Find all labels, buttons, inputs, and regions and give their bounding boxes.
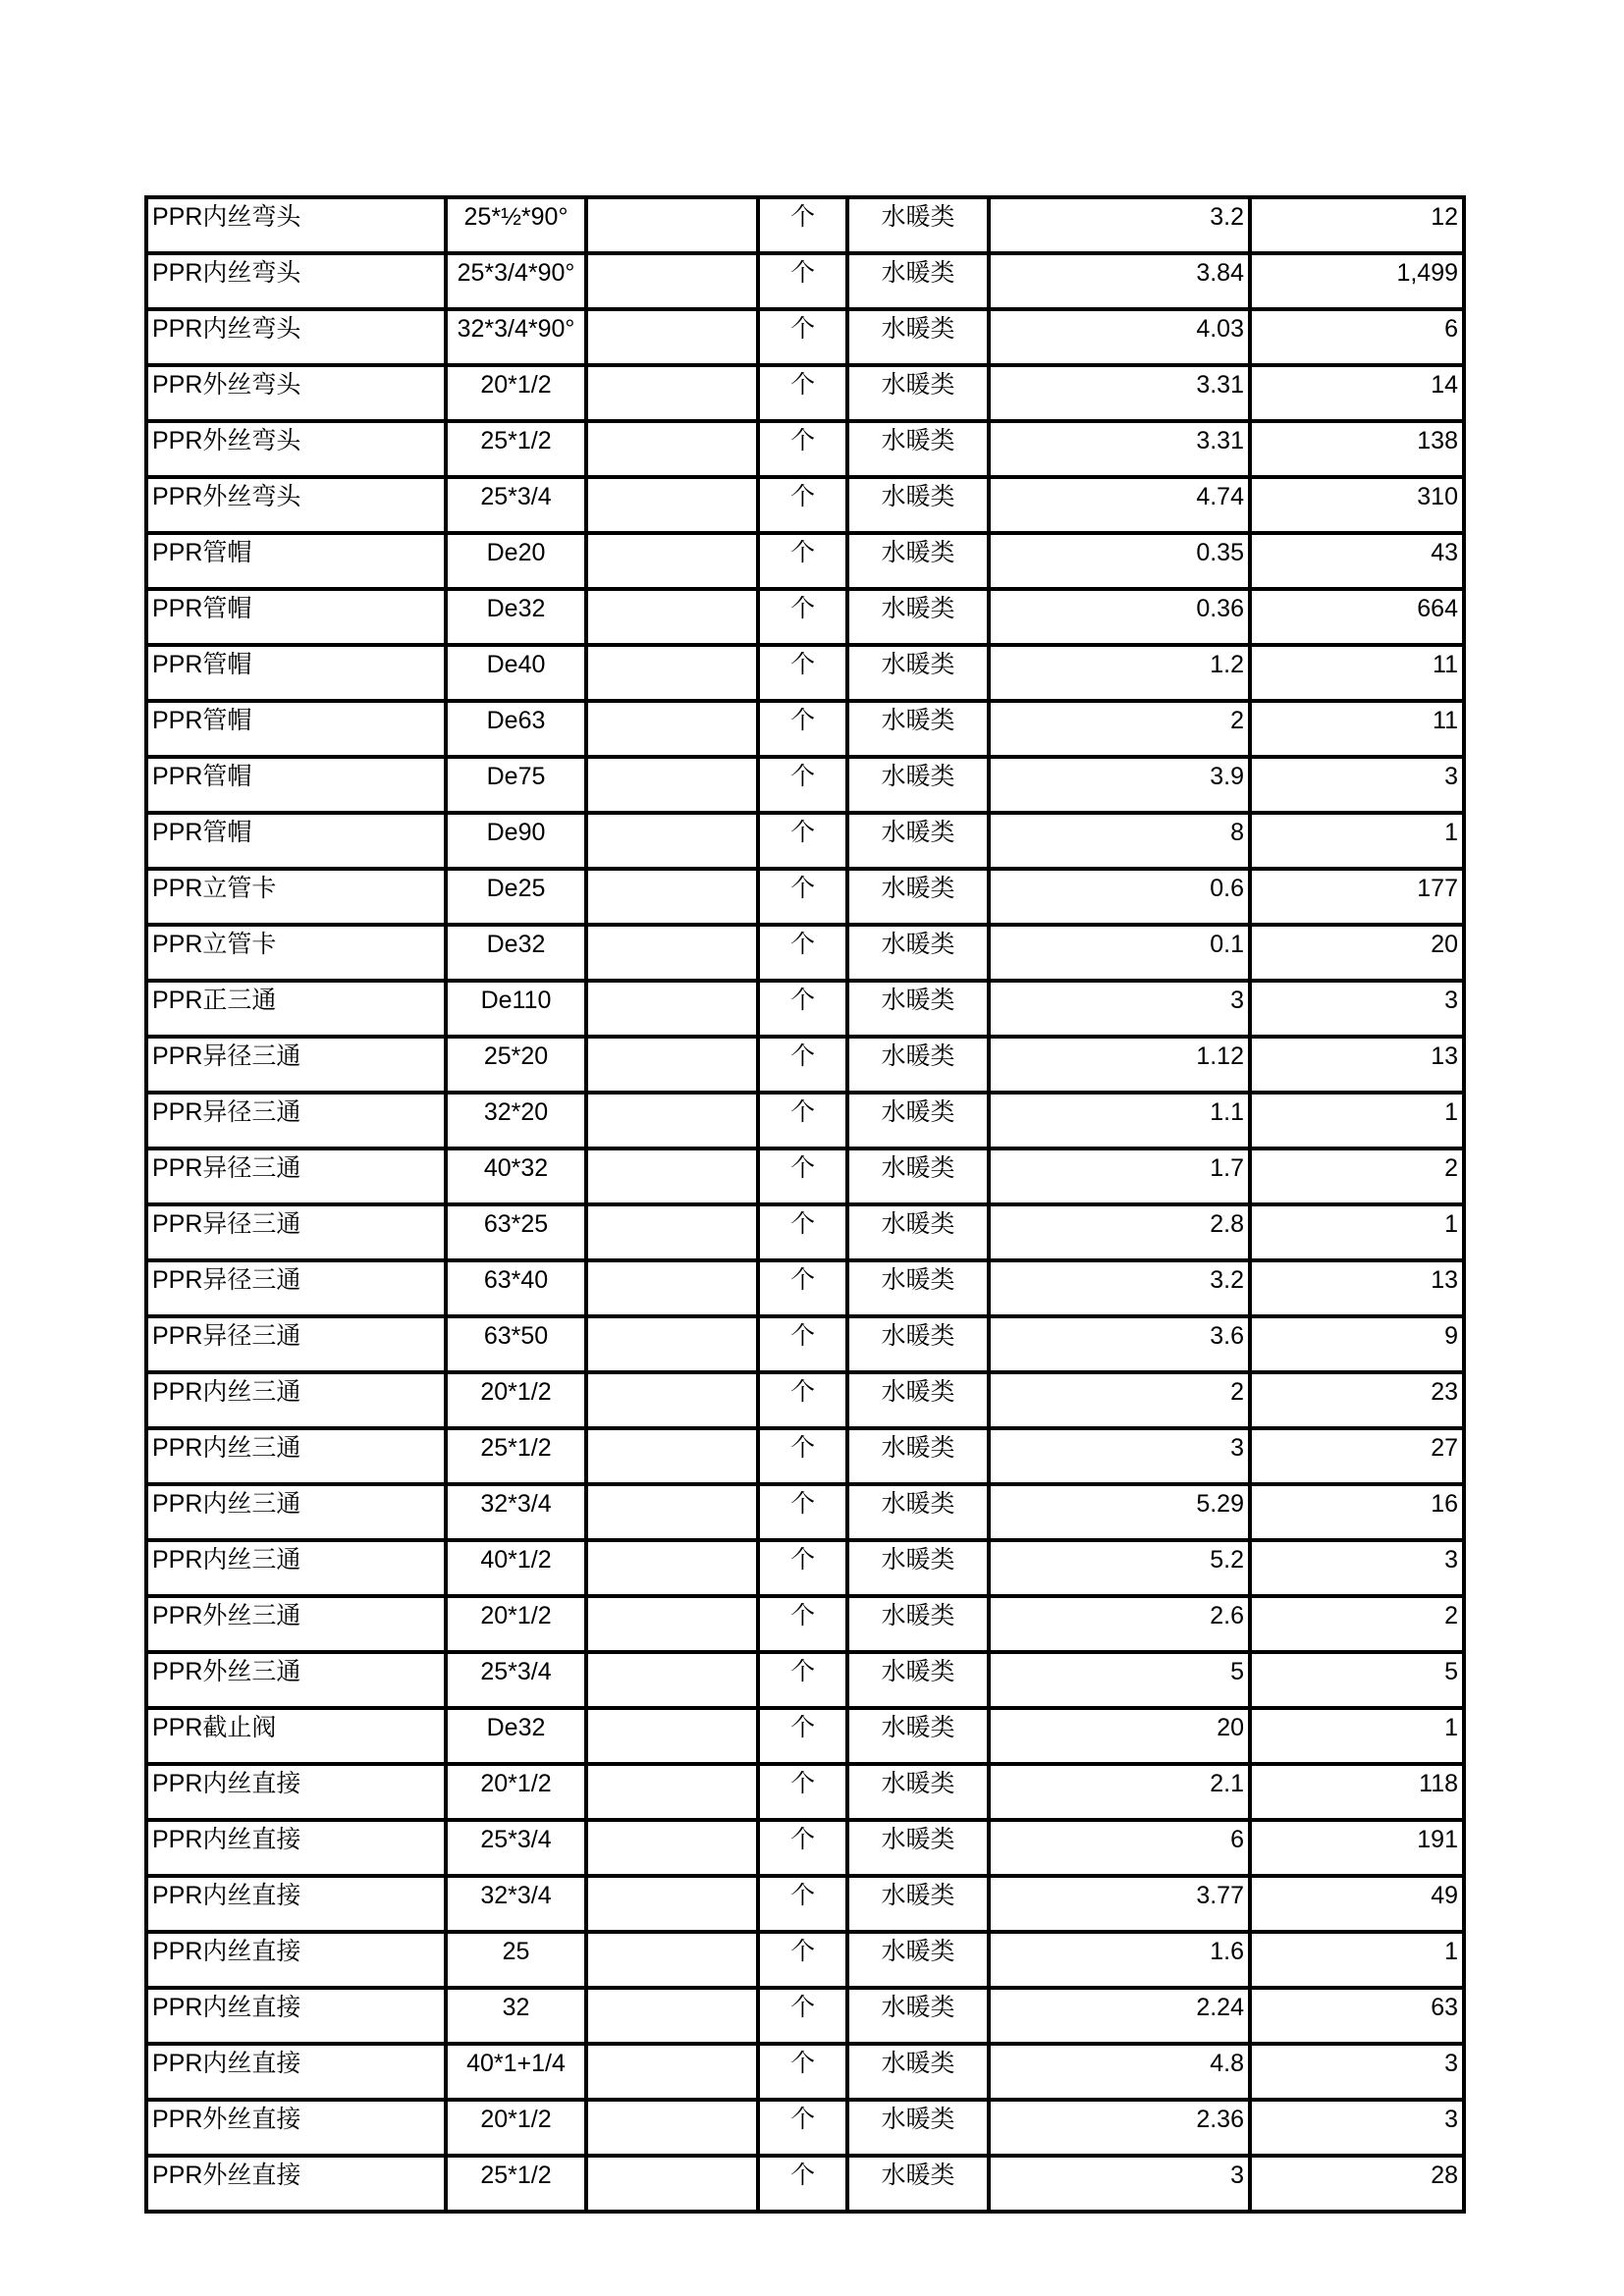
table-row <box>146 2044 1464 2100</box>
empty-cell <box>586 533 758 589</box>
table-row <box>146 589 1464 645</box>
item-qty-cell: 9 <box>1250 1316 1464 1372</box>
item-unit-cell: 个 <box>758 1316 847 1372</box>
item-qty-cell: 3 <box>1250 1540 1464 1596</box>
item-unit-cell: 个 <box>758 365 847 421</box>
item-unit-cell: 个 <box>758 1932 847 1988</box>
item-spec-cell: 25 <box>446 1932 586 1988</box>
item-qty-cell: 16 <box>1250 1484 1464 1540</box>
item-price-cell: 3.31 <box>989 365 1250 421</box>
empty-cell <box>586 757 758 813</box>
item-price-cell: 3.9 <box>989 757 1250 813</box>
table-row <box>146 477 1464 533</box>
table-row <box>146 869 1464 925</box>
table-row <box>146 813 1464 869</box>
item-price-cell: 1.6 <box>989 1932 1250 1988</box>
item-qty-cell: 11 <box>1250 645 1464 701</box>
empty-cell <box>586 925 758 981</box>
item-name-cell: PPR内丝直接 <box>146 1820 446 1876</box>
table-row <box>146 1876 1464 1932</box>
empty-cell <box>586 477 758 533</box>
item-category-cell: 水暖类 <box>847 533 989 589</box>
item-category-cell: 水暖类 <box>847 701 989 757</box>
item-qty-cell: 177 <box>1250 869 1464 925</box>
table-row <box>146 1204 1464 1260</box>
item-unit-cell: 个 <box>758 1428 847 1484</box>
item-name-cell: PPR管帽 <box>146 645 446 701</box>
table-row <box>146 757 1464 813</box>
item-unit-cell: 个 <box>758 1204 847 1260</box>
item-category-cell: 水暖类 <box>847 2044 989 2100</box>
item-price-cell: 3.84 <box>989 253 1250 309</box>
item-qty-cell: 63 <box>1250 1988 1464 2044</box>
empty-cell <box>586 1596 758 1652</box>
item-qty-cell: 13 <box>1250 1037 1464 1093</box>
item-spec-cell: 32*3/4 <box>446 1484 586 1540</box>
empty-cell <box>586 1316 758 1372</box>
item-name-cell: PPR异径三通 <box>146 1148 446 1204</box>
item-price-cell: 2.1 <box>989 1764 1250 1820</box>
item-spec-cell: 25*20 <box>446 1037 586 1093</box>
table-row <box>146 1260 1464 1316</box>
item-spec-cell: 25*1/2 <box>446 1428 586 1484</box>
empty-cell <box>586 869 758 925</box>
item-price-cell: 1.7 <box>989 1148 1250 1204</box>
item-category-cell: 水暖类 <box>847 1316 989 1372</box>
item-category-cell: 水暖类 <box>847 309 989 365</box>
item-unit-cell: 个 <box>758 925 847 981</box>
item-category-cell: 水暖类 <box>847 813 989 869</box>
table-row <box>146 2100 1464 2156</box>
empty-cell <box>586 813 758 869</box>
item-spec-cell: 20*1/2 <box>446 365 586 421</box>
item-spec-cell: 25*1/2 <box>446 421 586 477</box>
item-name-cell: PPR内丝三通 <box>146 1428 446 1484</box>
item-price-cell: 3 <box>989 1428 1250 1484</box>
item-qty-cell: 2 <box>1250 1596 1464 1652</box>
item-unit-cell: 个 <box>758 309 847 365</box>
item-unit-cell: 个 <box>758 701 847 757</box>
item-spec-cell: 32*3/4 <box>446 1876 586 1932</box>
item-price-cell: 2 <box>989 701 1250 757</box>
item-name-cell: PPR内丝直接 <box>146 2044 446 2100</box>
item-unit-cell: 个 <box>758 477 847 533</box>
item-qty-cell: 23 <box>1250 1372 1464 1428</box>
table-row <box>146 1988 1464 2044</box>
item-name-cell: PPR正三通 <box>146 981 446 1037</box>
item-qty-cell: 310 <box>1250 477 1464 533</box>
item-category-cell: 水暖类 <box>847 1372 989 1428</box>
item-price-cell: 5 <box>989 1652 1250 1708</box>
table-row <box>146 1540 1464 1596</box>
item-name-cell: PPR外丝直接 <box>146 2156 446 2212</box>
item-price-cell: 3.31 <box>989 421 1250 477</box>
item-category-cell: 水暖类 <box>847 1652 989 1708</box>
item-qty-cell: 2 <box>1250 1148 1464 1204</box>
item-qty-cell: 12 <box>1250 197 1464 253</box>
table-row <box>146 533 1464 589</box>
item-qty-cell: 3 <box>1250 757 1464 813</box>
item-name-cell: PPR异径三通 <box>146 1260 446 1316</box>
item-qty-cell: 27 <box>1250 1428 1464 1484</box>
table-row <box>146 1596 1464 1652</box>
item-name-cell: PPR内丝直接 <box>146 1932 446 1988</box>
item-qty-cell: 191 <box>1250 1820 1464 1876</box>
table-row <box>146 365 1464 421</box>
table-row <box>146 1372 1464 1428</box>
item-name-cell: PPR立管卡 <box>146 925 446 981</box>
empty-cell <box>586 1708 758 1764</box>
item-price-cell: 2.8 <box>989 1204 1250 1260</box>
item-category-cell: 水暖类 <box>847 869 989 925</box>
item-spec-cell: De63 <box>446 701 586 757</box>
item-category-cell: 水暖类 <box>847 2156 989 2212</box>
item-spec-cell: 25*3/4 <box>446 1652 586 1708</box>
item-unit-cell: 个 <box>758 1372 847 1428</box>
empty-cell <box>586 2100 758 2156</box>
item-name-cell: PPR内丝三通 <box>146 1484 446 1540</box>
empty-cell <box>586 1764 758 1820</box>
item-spec-cell: 32*3/4*90° <box>446 309 586 365</box>
item-category-cell: 水暖类 <box>847 757 989 813</box>
table-row <box>146 197 1464 253</box>
empty-cell <box>586 1876 758 1932</box>
item-price-cell: 3.77 <box>989 1876 1250 1932</box>
empty-cell <box>586 1428 758 1484</box>
item-unit-cell: 个 <box>758 1484 847 1540</box>
item-unit-cell: 个 <box>758 2044 847 2100</box>
item-category-cell: 水暖类 <box>847 197 989 253</box>
table-row <box>146 1652 1464 1708</box>
item-name-cell: PPR内丝三通 <box>146 1540 446 1596</box>
item-price-cell: 2 <box>989 1372 1250 1428</box>
item-qty-cell: 13 <box>1250 1260 1464 1316</box>
empty-cell <box>586 1372 758 1428</box>
item-unit-cell: 个 <box>758 869 847 925</box>
item-price-cell: 8 <box>989 813 1250 869</box>
item-unit-cell: 个 <box>758 2100 847 2156</box>
item-unit-cell: 个 <box>758 1764 847 1820</box>
item-qty-cell: 1 <box>1250 813 1464 869</box>
item-spec-cell: 32 <box>446 1988 586 2044</box>
item-name-cell: PPR异径三通 <box>146 1037 446 1093</box>
item-category-cell: 水暖类 <box>847 645 989 701</box>
item-unit-cell: 个 <box>758 1260 847 1316</box>
item-qty-cell: 1 <box>1250 1204 1464 1260</box>
empty-cell <box>586 197 758 253</box>
item-unit-cell: 个 <box>758 1540 847 1596</box>
table-row <box>146 1708 1464 1764</box>
item-unit-cell: 个 <box>758 1876 847 1932</box>
item-price-cell: 4.03 <box>989 309 1250 365</box>
item-unit-cell: 个 <box>758 1652 847 1708</box>
item-category-cell: 水暖类 <box>847 1428 989 1484</box>
item-qty-cell: 118 <box>1250 1764 1464 1820</box>
item-unit-cell: 个 <box>758 813 847 869</box>
item-unit-cell: 个 <box>758 253 847 309</box>
empty-cell <box>586 2044 758 2100</box>
empty-cell <box>586 701 758 757</box>
item-name-cell: PPR外丝弯头 <box>146 477 446 533</box>
item-price-cell: 3.6 <box>989 1316 1250 1372</box>
item-name-cell: PPR内丝弯头 <box>146 253 446 309</box>
item-qty-cell: 28 <box>1250 2156 1464 2212</box>
item-name-cell: PPR管帽 <box>146 813 446 869</box>
item-price-cell: 2.6 <box>989 1596 1250 1652</box>
item-spec-cell: 32*20 <box>446 1093 586 1148</box>
item-unit-cell: 个 <box>758 1988 847 2044</box>
item-spec-cell: De90 <box>446 813 586 869</box>
item-spec-cell: 20*1/2 <box>446 1372 586 1428</box>
item-spec-cell: 25*3/4*90° <box>446 253 586 309</box>
table-row <box>146 1484 1464 1540</box>
item-category-cell: 水暖类 <box>847 1148 989 1204</box>
empty-cell <box>586 2156 758 2212</box>
table-row <box>146 309 1464 365</box>
item-category-cell: 水暖类 <box>847 1037 989 1093</box>
item-unit-cell: 个 <box>758 2156 847 2212</box>
item-unit-cell: 个 <box>758 197 847 253</box>
table-body <box>146 197 1464 2212</box>
item-category-cell: 水暖类 <box>847 1932 989 1988</box>
item-qty-cell: 1 <box>1250 1932 1464 1988</box>
item-price-cell: 1.2 <box>989 645 1250 701</box>
item-spec-cell: De25 <box>446 869 586 925</box>
table-row <box>146 421 1464 477</box>
item-name-cell: PPR外丝弯头 <box>146 421 446 477</box>
empty-cell <box>586 1204 758 1260</box>
item-unit-cell: 个 <box>758 1093 847 1148</box>
item-price-cell: 1.12 <box>989 1037 1250 1093</box>
item-unit-cell: 个 <box>758 533 847 589</box>
empty-cell <box>586 981 758 1037</box>
item-name-cell: PPR管帽 <box>146 757 446 813</box>
item-name-cell: PPR管帽 <box>146 533 446 589</box>
item-spec-cell: 63*25 <box>446 1204 586 1260</box>
item-qty-cell: 43 <box>1250 533 1464 589</box>
item-spec-cell: 20*1/2 <box>446 1596 586 1652</box>
table-row <box>146 1932 1464 1988</box>
empty-cell <box>586 1484 758 1540</box>
item-spec-cell: De40 <box>446 645 586 701</box>
item-qty-cell: 11 <box>1250 701 1464 757</box>
item-unit-cell: 个 <box>758 421 847 477</box>
item-price-cell: 4.8 <box>989 2044 1250 2100</box>
empty-cell <box>586 1093 758 1148</box>
item-price-cell: 3 <box>989 2156 1250 2212</box>
item-spec-cell: 25*3/4 <box>446 477 586 533</box>
item-category-cell: 水暖类 <box>847 365 989 421</box>
item-category-cell: 水暖类 <box>847 925 989 981</box>
item-spec-cell: De110 <box>446 981 586 1037</box>
item-name-cell: PPR内丝三通 <box>146 1372 446 1428</box>
empty-cell <box>586 1540 758 1596</box>
item-unit-cell: 个 <box>758 1820 847 1876</box>
item-price-cell: 5.29 <box>989 1484 1250 1540</box>
table-row <box>146 1148 1464 1204</box>
item-name-cell: PPR管帽 <box>146 589 446 645</box>
item-qty-cell: 49 <box>1250 1876 1464 1932</box>
item-category-cell: 水暖类 <box>847 589 989 645</box>
item-category-cell: 水暖类 <box>847 1764 989 1820</box>
empty-cell <box>586 1932 758 1988</box>
item-qty-cell: 138 <box>1250 421 1464 477</box>
item-unit-cell: 个 <box>758 981 847 1037</box>
item-name-cell: PPR外丝三通 <box>146 1596 446 1652</box>
table-row <box>146 1037 1464 1093</box>
empty-cell <box>586 645 758 701</box>
item-spec-cell: 20*1/2 <box>446 1764 586 1820</box>
table-row <box>146 981 1464 1037</box>
item-qty-cell: 20 <box>1250 925 1464 981</box>
item-unit-cell: 个 <box>758 1708 847 1764</box>
item-name-cell: PPR内丝弯头 <box>146 197 446 253</box>
empty-cell <box>586 1037 758 1093</box>
empty-cell <box>586 1652 758 1708</box>
item-spec-cell: 25*1/2 <box>446 2156 586 2212</box>
table-row <box>146 645 1464 701</box>
item-name-cell: PPR截止阀 <box>146 1708 446 1764</box>
table-row <box>146 701 1464 757</box>
empty-cell <box>586 589 758 645</box>
item-unit-cell: 个 <box>758 589 847 645</box>
table-row <box>146 1428 1464 1484</box>
item-spec-cell: 40*1+1/4 <box>446 2044 586 2100</box>
item-spec-cell: 20*1/2 <box>446 2100 586 2156</box>
item-name-cell: PPR异径三通 <box>146 1093 446 1148</box>
item-category-cell: 水暖类 <box>847 1093 989 1148</box>
empty-cell <box>586 421 758 477</box>
item-spec-cell: De20 <box>446 533 586 589</box>
item-name-cell: PPR管帽 <box>146 701 446 757</box>
item-name-cell: PPR立管卡 <box>146 869 446 925</box>
item-price-cell: 4.74 <box>989 477 1250 533</box>
table-row <box>146 1093 1464 1148</box>
item-name-cell: PPR内丝直接 <box>146 1876 446 1932</box>
table-row <box>146 1764 1464 1820</box>
item-qty-cell: 3 <box>1250 2100 1464 2156</box>
item-qty-cell: 3 <box>1250 981 1464 1037</box>
item-category-cell: 水暖类 <box>847 2100 989 2156</box>
item-category-cell: 水暖类 <box>847 981 989 1037</box>
item-price-cell: 0.6 <box>989 869 1250 925</box>
item-name-cell: PPR内丝弯头 <box>146 309 446 365</box>
item-spec-cell: 25*½*90° <box>446 197 586 253</box>
item-price-cell: 0.35 <box>989 533 1250 589</box>
empty-cell <box>586 309 758 365</box>
empty-cell <box>586 1988 758 2044</box>
item-qty-cell: 6 <box>1250 309 1464 365</box>
item-spec-cell: De32 <box>446 1708 586 1764</box>
item-unit-cell: 个 <box>758 1148 847 1204</box>
item-category-cell: 水暖类 <box>847 421 989 477</box>
item-name-cell: PPR外丝弯头 <box>146 365 446 421</box>
item-price-cell: 2.24 <box>989 1988 1250 2044</box>
empty-cell <box>586 1820 758 1876</box>
item-price-cell: 3.2 <box>989 197 1250 253</box>
item-spec-cell: 40*1/2 <box>446 1540 586 1596</box>
item-spec-cell: 40*32 <box>446 1148 586 1204</box>
item-qty-cell: 3 <box>1250 2044 1464 2100</box>
item-spec-cell: 63*40 <box>446 1260 586 1316</box>
item-price-cell: 0.1 <box>989 925 1250 981</box>
item-price-cell: 2.36 <box>989 2100 1250 2156</box>
item-price-cell: 3 <box>989 981 1250 1037</box>
item-price-cell: 3.2 <box>989 1260 1250 1316</box>
item-spec-cell: 63*50 <box>446 1316 586 1372</box>
item-spec-cell: De75 <box>446 757 586 813</box>
item-price-cell: 1.1 <box>989 1093 1250 1148</box>
item-unit-cell: 个 <box>758 1037 847 1093</box>
item-qty-cell: 1 <box>1250 1093 1464 1148</box>
item-category-cell: 水暖类 <box>847 1820 989 1876</box>
item-price-cell: 20 <box>989 1708 1250 1764</box>
item-qty-cell: 14 <box>1250 365 1464 421</box>
empty-cell <box>586 1148 758 1204</box>
item-category-cell: 水暖类 <box>847 1876 989 1932</box>
item-name-cell: PPR内丝直接 <box>146 1988 446 2044</box>
empty-cell <box>586 253 758 309</box>
inventory-table <box>144 195 1466 2214</box>
item-category-cell: 水暖类 <box>847 1708 989 1764</box>
item-spec-cell: De32 <box>446 925 586 981</box>
item-price-cell: 0.36 <box>989 589 1250 645</box>
item-name-cell: PPR异径三通 <box>146 1204 446 1260</box>
table-row <box>146 1316 1464 1372</box>
table-row <box>146 2156 1464 2212</box>
item-spec-cell: 25*3/4 <box>446 1820 586 1876</box>
item-name-cell: PPR内丝直接 <box>146 1764 446 1820</box>
item-unit-cell: 个 <box>758 645 847 701</box>
empty-cell <box>586 365 758 421</box>
table-row <box>146 253 1464 309</box>
empty-cell <box>586 1260 758 1316</box>
item-price-cell: 5.2 <box>989 1540 1250 1596</box>
item-category-cell: 水暖类 <box>847 1540 989 1596</box>
item-price-cell: 6 <box>989 1820 1250 1876</box>
item-unit-cell: 个 <box>758 1596 847 1652</box>
item-category-cell: 水暖类 <box>847 1204 989 1260</box>
item-name-cell: PPR外丝直接 <box>146 2100 446 2156</box>
item-category-cell: 水暖类 <box>847 1988 989 2044</box>
item-category-cell: 水暖类 <box>847 1484 989 1540</box>
item-category-cell: 水暖类 <box>847 477 989 533</box>
table-row <box>146 925 1464 981</box>
item-category-cell: 水暖类 <box>847 253 989 309</box>
item-qty-cell: 1,499 <box>1250 253 1464 309</box>
item-name-cell: PPR外丝三通 <box>146 1652 446 1708</box>
item-category-cell: 水暖类 <box>847 1596 989 1652</box>
item-qty-cell: 664 <box>1250 589 1464 645</box>
item-spec-cell: De32 <box>446 589 586 645</box>
item-unit-cell: 个 <box>758 757 847 813</box>
item-category-cell: 水暖类 <box>847 1260 989 1316</box>
table-row <box>146 1820 1464 1876</box>
item-name-cell: PPR异径三通 <box>146 1316 446 1372</box>
item-qty-cell: 5 <box>1250 1652 1464 1708</box>
item-qty-cell: 1 <box>1250 1708 1464 1764</box>
